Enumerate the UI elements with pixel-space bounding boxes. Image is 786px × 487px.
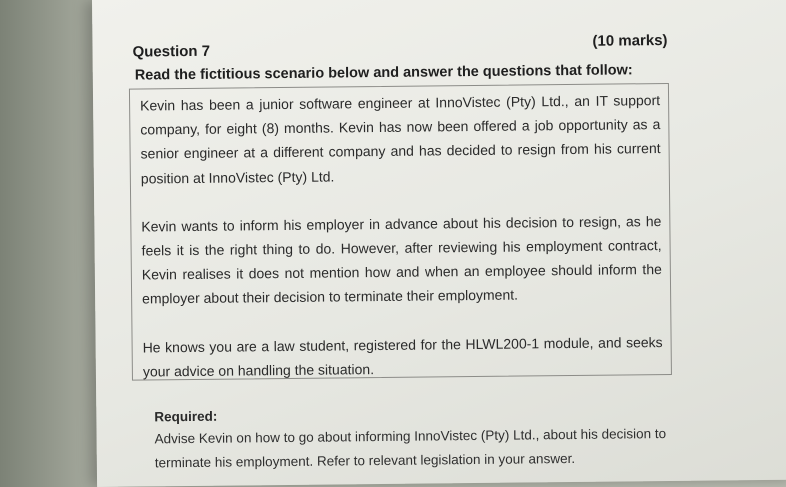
scenario-paragraph-2: Kevin wants to inform his employer in advance about his decision to resign, as he feels it is the right thing to do. However, after reviewing his employment contract, Kevin realises it does not mention how and when an employee should inform the employer about their decision to terminate their employment.: [141, 212, 662, 307]
question-title: Question 7: [132, 42, 211, 61]
document-page: [92, 0, 786, 487]
required-text: Advise Kevin on how to go about informing InnoVistec (Pty) Ltd., about his decision to terminate his employment. Refer to relevant legislation in your answer.: [154, 426, 667, 471]
scenario-paragraph-1: Kevin has been a junior software engineer at InnoVistec (Pty) Ltd., an IT support company, for eight (8) months. Kevin has now been offered a job opportunity as a senior engineer at a different company and has decided to resign from his current position at InnoVistec (Pty) Ltd.: [140, 92, 661, 187]
question-marks: (10 marks): [592, 31, 668, 50]
required-label: Required:: [154, 408, 218, 425]
scenario-box: [129, 83, 672, 381]
scenario-paragraph-3: He knows you are a law student, registered for the HLWL200-1 module, and seeks your advice on handling the situation.: [142, 333, 663, 380]
question-instruction: Read the fictitious scenario below and answer the questions that follow:: [134, 62, 633, 84]
